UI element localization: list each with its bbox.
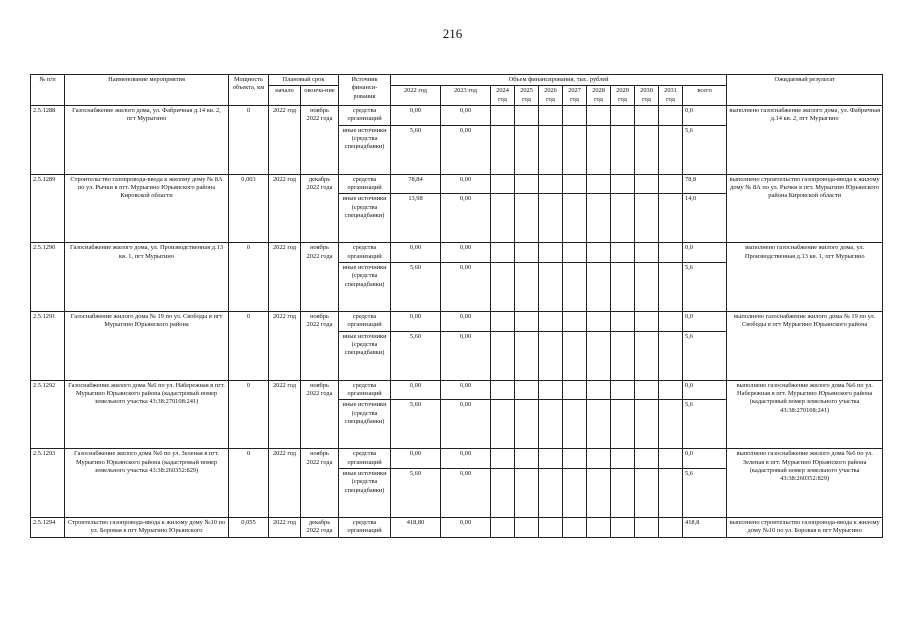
- value-total: 0,0: [683, 105, 727, 125]
- empty-year-cell: [587, 380, 611, 400]
- empty-year-cell: [563, 517, 587, 537]
- empty-year-cell: [587, 194, 611, 243]
- empty-year-cell: [587, 311, 611, 331]
- row-end: ноябрь 2022 года: [301, 243, 339, 312]
- empty-year-cell: [563, 194, 587, 243]
- empty-year-cell: [611, 262, 635, 311]
- empty-year-cell: [611, 194, 635, 243]
- empty-year-cell: [659, 380, 683, 400]
- row-start: 2022 год: [269, 105, 301, 174]
- value-2023: 0,00: [441, 400, 491, 449]
- value-2022: 5,60: [391, 468, 441, 517]
- value-2022: 0,00: [391, 105, 441, 125]
- row-name: Газоснабжение жилого дома № 19 по ул. Свободы в пгт Мурыгино Юрьянского района: [65, 311, 229, 380]
- empty-year-cell: [515, 400, 539, 449]
- empty-year-cell: [539, 311, 563, 331]
- value-2023: 0,00: [441, 468, 491, 517]
- empty-year-cell: [611, 311, 635, 331]
- row-capacity: 0: [229, 243, 269, 312]
- empty-year-cell: [539, 380, 563, 400]
- value-2022: 5,60: [391, 331, 441, 380]
- source-organizations: средства организаций: [339, 105, 391, 125]
- empty-year-cell: [611, 517, 635, 537]
- row-result: выполнено строительство газопровода-ввода к жилому дому № 8А по ул. Рычки в пгт. Мурыгино Юрьянского района Кировской области: [727, 174, 883, 243]
- empty-year-cell: [611, 449, 635, 469]
- empty-year-cell: [515, 125, 539, 174]
- table-row: [31, 380, 883, 400]
- row-start: 2022 год: [269, 311, 301, 380]
- row-start: 2022 год: [269, 517, 301, 537]
- empty-year-cell: [563, 400, 587, 449]
- row-name: Строительство газопровода-ввода к жилому дому № 8А по ул. Рычки в пгт. Мурыгино Юрьянского района Кировской области: [65, 174, 229, 243]
- empty-year-cell: [515, 311, 539, 331]
- header-result: Ожидаемый результат: [727, 75, 883, 106]
- source-organizations: средства организаций: [339, 243, 391, 263]
- value-2022: 13,98: [391, 194, 441, 243]
- value-2023: 0,00: [441, 449, 491, 469]
- header-source: Источник финанси-рования: [339, 75, 391, 106]
- empty-year-cell: [563, 174, 587, 194]
- empty-year-cell: [563, 380, 587, 400]
- empty-year-cell: [515, 105, 539, 125]
- empty-year-cell: [635, 194, 659, 243]
- source-other: иные источники (средства спецнадбавки): [339, 194, 391, 243]
- value-2022: 5,60: [391, 125, 441, 174]
- row-num: 2.5.1292: [31, 380, 65, 449]
- empty-year-cell: [539, 125, 563, 174]
- value-2023: 0,00: [441, 125, 491, 174]
- value-total: 0,0: [683, 449, 727, 469]
- empty-year-cell: [635, 449, 659, 469]
- table-row: [31, 311, 883, 331]
- empty-year-cell: [539, 243, 563, 263]
- value-2023: 0,00: [441, 380, 491, 400]
- empty-year-cell: [635, 380, 659, 400]
- empty-year-cell: [539, 331, 563, 380]
- empty-year-cell: [635, 243, 659, 263]
- row-num: 2.5.1290: [31, 243, 65, 312]
- empty-year-cell: [611, 105, 635, 125]
- row-result: выполнено газоснабжение жилого дома, ул. Производственная д.13 кв. 1, пгт Мурыгино: [727, 243, 883, 312]
- empty-year-cell: [635, 517, 659, 537]
- empty-year-cell: [491, 400, 515, 449]
- empty-year-cell: [611, 400, 635, 449]
- row-capacity: 0,055: [229, 517, 269, 537]
- empty-year-cell: [563, 311, 587, 331]
- empty-year-cell: [611, 380, 635, 400]
- source-other: иные источники (средства спецнадбавки): [339, 468, 391, 517]
- empty-year-cell: [539, 517, 563, 537]
- source-organizations: средства организаций: [339, 449, 391, 469]
- empty-year-cell: [563, 449, 587, 469]
- row-capacity: 0,003: [229, 174, 269, 243]
- row-start: 2022 год: [269, 174, 301, 243]
- value-2022: 0,00: [391, 311, 441, 331]
- value-total: 78,8: [683, 174, 727, 194]
- header-capacity: Мощность объекта, км: [229, 75, 269, 106]
- row-num: 2.5.1291: [31, 311, 65, 380]
- header-num: № п/п: [31, 75, 65, 106]
- empty-year-cell: [563, 105, 587, 125]
- empty-year-cell: [515, 331, 539, 380]
- empty-year-cell: [587, 174, 611, 194]
- header-volume: Объем финансирования, тыс. рублей: [391, 75, 727, 86]
- value-total: 5,6: [683, 331, 727, 380]
- empty-year-cell: [491, 194, 515, 243]
- row-result: выполнено газоснабжение жилого дома №6 по ул. Набережная в пгт. Мурыгино Юрьянского района (кадастровый номер земельного участка 43:38:270108:241): [727, 380, 883, 449]
- row-capacity: 0: [229, 449, 269, 518]
- table-row: [31, 174, 883, 194]
- value-total: 5,6: [683, 400, 727, 449]
- row-num: 2.5.1294: [31, 517, 65, 537]
- row-start: 2022 год: [269, 380, 301, 449]
- empty-year-cell: [563, 468, 587, 517]
- header-2025: 2025 год: [515, 86, 539, 106]
- value-total: 418,8: [683, 517, 727, 537]
- financing-table: [30, 74, 883, 538]
- row-end: ноябрь 2022 года: [301, 449, 339, 518]
- header-term-end: оконча-ние: [301, 86, 339, 106]
- value-2023: 0,00: [441, 243, 491, 263]
- row-result: выполнено газоснабжение жилого дома, ул. Фабричная д.14 кв. 2, пгт Мурыгино: [727, 105, 883, 174]
- value-total: 5,6: [683, 125, 727, 174]
- empty-year-cell: [587, 517, 611, 537]
- value-2022: 5,60: [391, 400, 441, 449]
- row-num: 2.5.1293: [31, 449, 65, 518]
- source-organizations: средства организаций: [339, 311, 391, 331]
- header-total: всего: [683, 86, 727, 106]
- empty-year-cell: [491, 468, 515, 517]
- empty-year-cell: [659, 243, 683, 263]
- header-2024: 2024 год: [491, 86, 515, 106]
- empty-year-cell: [659, 517, 683, 537]
- empty-year-cell: [539, 449, 563, 469]
- empty-year-cell: [491, 262, 515, 311]
- empty-year-cell: [587, 400, 611, 449]
- source-other: иные источники (средства спецнадбавки): [339, 331, 391, 380]
- empty-year-cell: [491, 311, 515, 331]
- row-capacity: 0: [229, 380, 269, 449]
- row-name: Газоснабжение жилого дома, ул. Фабричная д.14 кв. 2, пгт Мурыгино: [65, 105, 229, 174]
- source-other: иные источники (средства спецнадбавки): [339, 262, 391, 311]
- value-total: 0,0: [683, 311, 727, 331]
- empty-year-cell: [659, 174, 683, 194]
- empty-year-cell: [539, 194, 563, 243]
- source-organizations: средства организаций: [339, 380, 391, 400]
- empty-year-cell: [611, 174, 635, 194]
- empty-year-cell: [515, 194, 539, 243]
- empty-year-cell: [491, 449, 515, 469]
- empty-year-cell: [587, 331, 611, 380]
- empty-year-cell: [587, 262, 611, 311]
- empty-year-cell: [539, 105, 563, 125]
- empty-year-cell: [539, 400, 563, 449]
- row-end: ноябрь 2022 года: [301, 105, 339, 174]
- empty-year-cell: [491, 331, 515, 380]
- empty-year-cell: [515, 468, 539, 517]
- row-start: 2022 год: [269, 449, 301, 518]
- value-2023: 0,00: [441, 174, 491, 194]
- empty-year-cell: [515, 380, 539, 400]
- table-row: [31, 105, 883, 125]
- empty-year-cell: [491, 174, 515, 194]
- empty-year-cell: [659, 449, 683, 469]
- row-result: выполнено газоснабжение жилого дома №6 по ул. Зеленая в пгт. Мурыгино Юрьянского района (кадастровый номер земельного участка 43:38:260352:829): [727, 449, 883, 518]
- empty-year-cell: [587, 105, 611, 125]
- row-name: Строительство газопровода-ввода к жилому дому №10 по ул. Боровая в пгт Мурыгино Юрьянского: [65, 517, 229, 537]
- value-2023: 0,00: [441, 311, 491, 331]
- value-2022: 5,60: [391, 262, 441, 311]
- row-end: декабрь 2022 года: [301, 517, 339, 537]
- value-2023: 0,00: [441, 105, 491, 125]
- header-2027: 2027 год: [563, 86, 587, 106]
- row-start: 2022 год: [269, 243, 301, 312]
- empty-year-cell: [515, 517, 539, 537]
- empty-year-cell: [587, 449, 611, 469]
- empty-year-cell: [659, 468, 683, 517]
- value-total: 5,6: [683, 468, 727, 517]
- row-name: Газоснабжение жилого дома, ул. Производственная д.13 кв. 1, пгт Мурыгино: [65, 243, 229, 312]
- row-name: Газоснабжение жилого дома №6 по ул. Набережная в пгт. Мурыгино Юрьянского района (кадастровый номер земельного участка 43:38:270108:241): [65, 380, 229, 449]
- row-result: выполнено газоснабжение жилого дома № 19 по ул. Свободы в пгт Мурыгино Юрьянского района: [727, 311, 883, 380]
- empty-year-cell: [611, 125, 635, 174]
- empty-year-cell: [491, 517, 515, 537]
- source-other: иные источники (средства спецнадбавки): [339, 125, 391, 174]
- empty-year-cell: [611, 331, 635, 380]
- empty-year-cell: [563, 262, 587, 311]
- source-organizations: средства организаций: [339, 517, 391, 537]
- empty-year-cell: [659, 400, 683, 449]
- value-total: 14,0: [683, 194, 727, 243]
- value-2022: 0,00: [391, 449, 441, 469]
- header-name: Наименование мероприятия: [65, 75, 229, 106]
- empty-year-cell: [635, 468, 659, 517]
- empty-year-cell: [659, 125, 683, 174]
- source-other: иные источники (средства спецнадбавки): [339, 400, 391, 449]
- header-2026: 2026 год: [539, 86, 563, 106]
- row-capacity: 0: [229, 311, 269, 380]
- empty-year-cell: [635, 331, 659, 380]
- value-2022: 418,80: [391, 517, 441, 537]
- table-body: [31, 105, 883, 537]
- empty-year-cell: [635, 400, 659, 449]
- empty-year-cell: [659, 311, 683, 331]
- source-organizations: средства организаций: [339, 174, 391, 194]
- header-2022: 2022 год: [391, 86, 441, 106]
- header-2030: 2030 год: [635, 86, 659, 106]
- empty-year-cell: [539, 262, 563, 311]
- page-number: 216: [442, 26, 463, 41]
- empty-year-cell: [611, 243, 635, 263]
- value-2022: 0,00: [391, 380, 441, 400]
- empty-year-cell: [515, 174, 539, 194]
- empty-year-cell: [611, 468, 635, 517]
- header-2028: 2028 год: [587, 86, 611, 106]
- empty-year-cell: [563, 331, 587, 380]
- header-2031: 2031 год: [659, 86, 683, 106]
- row-result: выполнено строительство газопровода-ввода к жилому дому №10 по ул. Боровая в пгт Мурыгино: [727, 517, 883, 537]
- row-num: 2.5.1289: [31, 174, 65, 243]
- empty-year-cell: [515, 243, 539, 263]
- empty-year-cell: [587, 125, 611, 174]
- empty-year-cell: [635, 262, 659, 311]
- value-total: 0,0: [683, 243, 727, 263]
- value-2023: 0,00: [441, 331, 491, 380]
- empty-year-cell: [563, 125, 587, 174]
- row-end: ноябрь 2022 года: [301, 311, 339, 380]
- value-2023: 0,00: [441, 194, 491, 243]
- table-row: [31, 243, 883, 263]
- header-term: Плановый срок: [269, 75, 339, 86]
- empty-year-cell: [635, 311, 659, 331]
- row-capacity: 0: [229, 105, 269, 174]
- table-row: [31, 449, 883, 469]
- empty-year-cell: [491, 125, 515, 174]
- empty-year-cell: [491, 105, 515, 125]
- empty-year-cell: [515, 262, 539, 311]
- empty-year-cell: [659, 262, 683, 311]
- row-num: 2.5.1288: [31, 105, 65, 174]
- row-name: Газоснабжение жилого дома №6 по ул. Зеленая в пгт. Мурыгино Юрьянского района (кадастровый номер земельного участка 43:38:260352:829): [65, 449, 229, 518]
- value-2023: 0,00: [441, 517, 491, 537]
- empty-year-cell: [491, 380, 515, 400]
- empty-year-cell: [635, 105, 659, 125]
- empty-year-cell: [563, 243, 587, 263]
- header-2029: 2029 год: [611, 86, 635, 106]
- empty-year-cell: [491, 243, 515, 263]
- row-end: ноябрь 2022 года: [301, 380, 339, 449]
- table-row: [31, 517, 883, 537]
- empty-year-cell: [587, 468, 611, 517]
- empty-year-cell: [515, 449, 539, 469]
- empty-year-cell: [659, 105, 683, 125]
- empty-year-cell: [539, 174, 563, 194]
- empty-year-cell: [635, 174, 659, 194]
- empty-year-cell: [587, 243, 611, 263]
- row-end: декабрь 2022 года: [301, 174, 339, 243]
- empty-year-cell: [635, 125, 659, 174]
- value-2023: 0,00: [441, 262, 491, 311]
- empty-year-cell: [659, 194, 683, 243]
- header-term-start: начало: [269, 86, 301, 106]
- value-2022: 78,84: [391, 174, 441, 194]
- value-total: 0,0: [683, 380, 727, 400]
- header-2023: 2023 год: [441, 86, 491, 106]
- empty-year-cell: [659, 331, 683, 380]
- value-2022: 0,00: [391, 243, 441, 263]
- value-total: 5,6: [683, 262, 727, 311]
- empty-year-cell: [539, 468, 563, 517]
